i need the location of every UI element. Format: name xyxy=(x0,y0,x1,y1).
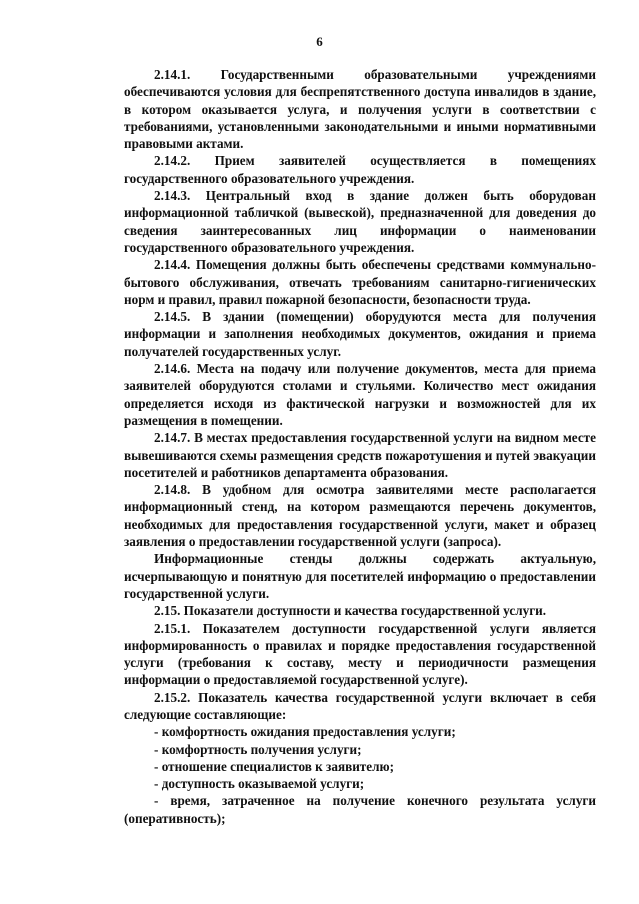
paragraph-2-14-5: 2.14.5. В здании (помещении) оборудуются места для получения информации и заполнения необходимых документов, ожидания и приема получателей государственных услуг. xyxy=(124,309,596,359)
paragraph-2-14-2: 2.14.2. Прием заявителей осуществляется в помещениях государственного образовательного учреждения. xyxy=(124,153,596,186)
list-item: - отношение специалистов к заявителю; xyxy=(154,758,395,774)
paragraph-2-14-8: 2.14.8. В удобном для осмотра заявителями месте располагается информационный стенд, на котором размещаются перечень документов, необходимых для предоставления государственной услуги, макет и образец заявления о предоставлении государственной услуги (запроса). xyxy=(124,482,596,550)
paragraph-2-14-4: 2.14.4. Помещения должны быть обеспечены средствами коммунально-бытового обслуживания, отвечать требованиям санитарно-гигиенических норм и правил, правил пожарной безопасности, безопасности труда. xyxy=(124,257,596,307)
paragraph-2-14-6: 2.14.6. Места на подачу или получение документов, места для приема заявителей оборудуются столами и стульями. Количество мест ожидания определяется исходя из фактической нагрузки и возможностей для их размещения в помещении. xyxy=(124,361,596,428)
paragraph-2-14-7: 2.14.7. В местах предоставления государственной услуги на видном месте вывешиваются схемы размещения средств пожаротушения и путей эвакуации посетителей и работников департамента образования. xyxy=(124,430,596,480)
paragraph-2-15-2: 2.15.2. Показатель качества государственной услуги включает в себя следующие составляющие: xyxy=(124,689,596,722)
paragraph-2-14-3: 2.14.3. Центральный вход в здание должен быть оборудован информационной табличкой (вывеской), предназначенной для доведения до сведения заинтересованных лиц информации о наименовании государственного образовательного учреждения. xyxy=(124,188,596,255)
paragraph-2-15-1: 2.15.1. Показателем доступности государственной услуги является информированность о правилах и порядке предоставления государственной услуги (требования к составу, месту и периодичности размещения информации о предоставляемой государственной услуге). xyxy=(124,620,596,688)
paragraph-2-15: 2.15. Показатели доступности и качества государственной услуги. xyxy=(154,603,547,619)
paragraph-info-stands: Информационные стенды должны содержать актуальную, исчерпывающую и понятную для посетителей информацию о предоставлении государственной услуги. xyxy=(124,551,596,601)
list-item: - время, затраченное на получение конечного результата услуги (оперативность); xyxy=(124,793,596,826)
list-item: - комфортность получения услуги; xyxy=(154,741,362,757)
page-number: 6 xyxy=(316,34,323,49)
paragraph-2-14-1: 2.14.1. Государственными образовательными учреждениями обеспечиваются условия для беспрепятственного доступа инвалидов в здание, в котором оказывается услуга, и получения услуги в соответствии с требованиями, установленными законодательными и иными нормативными правовыми актами. xyxy=(124,67,596,152)
list-item: - комфортность ожидания предоставления услуги; xyxy=(154,724,456,740)
list-item: - доступность оказываемой услуги; xyxy=(154,776,365,792)
document-body xyxy=(124,66,596,827)
